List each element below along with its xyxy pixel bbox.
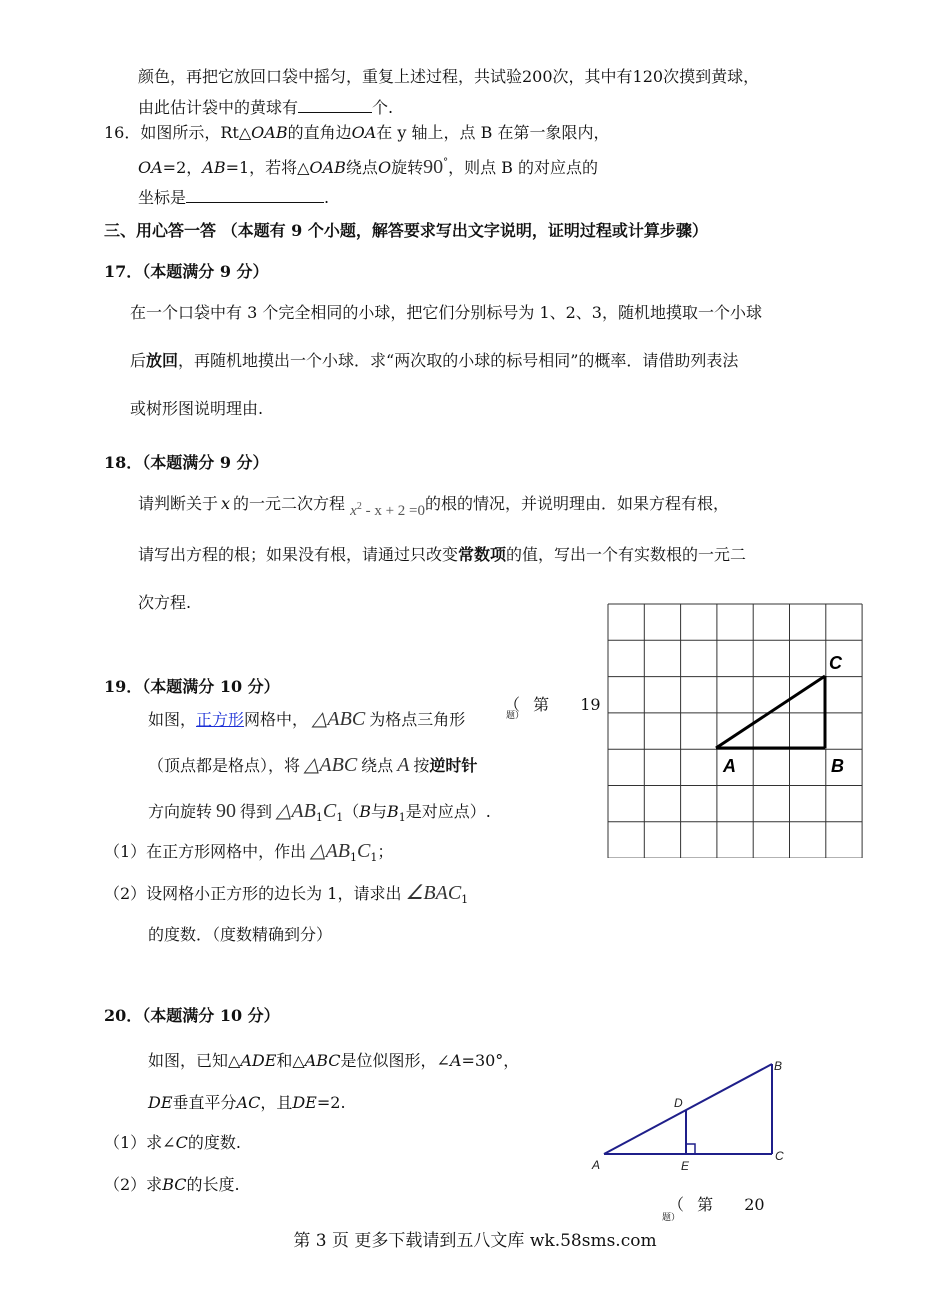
q19-header: 19．（本题满分 10 分） <box>104 677 280 696</box>
q20-cap-ti: 题） <box>662 1213 681 1223</box>
q20-angle-val: =30°， <box>461 1051 520 1070</box>
q15-answer-blank <box>298 96 372 113</box>
q19-text-a: 如图， <box>148 710 197 729</box>
q18-var-x: x <box>221 494 231 513</box>
q20-abc: ABC <box>304 1051 341 1070</box>
q20-part1 <box>104 1132 241 1154</box>
q16-line2 <box>138 152 598 179</box>
q19-text-3m: 是对应点）. <box>405 802 491 821</box>
q16-around: 绕点 <box>345 158 378 177</box>
q18-text-d: 的根的情况，并说明理由．如果方程有根， <box>425 494 730 513</box>
q16-degree: ° <box>443 157 449 168</box>
q18-text-c: 的一元二次方程 <box>233 494 346 513</box>
q20-part2-bc: BC <box>162 1175 187 1194</box>
q20-cap-paren: （ <box>668 1195 685 1214</box>
q19-text-3c: 得到 <box>240 802 273 821</box>
q19-bold-ccw: 逆时针 <box>429 756 478 775</box>
q17-line2 <box>130 350 738 372</box>
label-c: C <box>829 653 842 673</box>
q20-and: 和△ <box>276 1051 305 1070</box>
q19-paren-open: （ <box>343 802 360 821</box>
q18-line3: 次方程. <box>138 593 192 612</box>
q17-bold-replace: 放回 <box>146 351 179 370</box>
q16-text-c: 的直角边 <box>287 123 352 142</box>
q19-sub-1a: 1 <box>315 811 323 824</box>
label-e: E <box>681 1159 690 1173</box>
q19-cap-num: 19 <box>580 695 601 714</box>
q19-point-b: B <box>359 802 371 821</box>
q17-line1: 在一个口袋中有 3 个完全相同的小球，把它们分别标号为 1、2、3，随机地摸取一个小球 <box>130 303 762 322</box>
q19-cap-paren: （ <box>504 695 521 714</box>
q19-part1-sub1: 1 <box>350 851 358 864</box>
q18-line1 <box>138 490 730 519</box>
q20-text-e: 是位似图形，∠ <box>340 1051 450 1070</box>
q18-text-2a: 请写出方程的根；如果没有根，请通过只改变 <box>138 545 459 564</box>
q18-text-2c: 的值，写出一个有实数根的一元二 <box>506 545 747 564</box>
q17-line3: 或树形图说明理由. <box>130 399 264 418</box>
q18-eq-rest: - x + 2 =0 <box>361 503 425 519</box>
q19-triangle-ab1: △AB <box>276 800 316 822</box>
q15-line1: 颜色，再把它放回口袋中摇匀，重复上述过程，共试验200次，其中有120次摸到黄球， <box>138 67 760 86</box>
q16-angle: 90 <box>423 156 444 178</box>
q20-ac: AC <box>236 1093 261 1112</box>
q19-text-3a: 方向旋转 <box>148 802 213 821</box>
label-a: A <box>592 1158 601 1172</box>
q15-line2-text: 由此估计袋中的黄球有 <box>138 98 299 117</box>
q19-part1-text: （1）在正方形网格中，作出 <box>104 842 307 861</box>
q19-part2-text: （2）设网格小正方形的边长为 1，请求出 <box>104 884 402 903</box>
q17-text-c: ，再随机地摸出一个小球．求“两次取的小球的标号相同”的概率．请借助列表法 <box>178 351 739 370</box>
q15-line2-end: 个. <box>372 98 394 117</box>
label-c: C <box>775 1149 784 1163</box>
q20-and2: ，且 <box>260 1093 293 1112</box>
q20-line1 <box>148 1050 519 1072</box>
q20-part1-text: （1）求∠ <box>104 1133 176 1152</box>
q17-text-a: 后 <box>130 351 147 370</box>
q16-oa: OA <box>138 158 163 177</box>
q20-de-val: =2. <box>316 1093 346 1112</box>
q16-period: . <box>324 188 330 207</box>
q16-oa-val: =2， <box>162 158 203 177</box>
q19-part1-c: C <box>357 840 371 862</box>
q20-header: 20．（本题满分 10 分） <box>104 1006 280 1025</box>
q19-text-c: 网格中， <box>244 710 309 729</box>
q16-coord-label: 坐标是 <box>138 188 187 207</box>
q18-bold-constant: 常数项 <box>458 545 507 564</box>
q18-line2 <box>138 544 746 566</box>
q19-sub-1b: 1 <box>336 811 344 824</box>
q17-header: 17．（本题满分 9 分） <box>104 262 269 281</box>
q19-point-b1: B <box>387 802 399 821</box>
q19-line3 <box>148 800 491 829</box>
q20-cap-di: 第 <box>697 1195 714 1214</box>
q20-part2-end: 的长度. <box>186 1175 240 1194</box>
q19-point-a: A <box>397 754 410 776</box>
q19-square-link[interactable]: 正方形 <box>196 710 245 729</box>
q19-part1-tri: △AB <box>310 840 351 862</box>
q20-ade: ADE <box>240 1051 277 1070</box>
q20-text-a: 如图，已知△ <box>148 1051 241 1070</box>
q18-eq-x: x <box>350 503 357 519</box>
q20-part2 <box>104 1174 240 1196</box>
q16-text-end: ，则点 B 的对应点的 <box>448 158 599 177</box>
q20-cap-num: 20 <box>744 1195 765 1214</box>
q19-part1 <box>104 840 393 869</box>
q19-part2-angle: ∠BAC <box>405 882 462 904</box>
q19-cap-ti: 题） <box>506 711 525 721</box>
q16-text-e: 在 y 轴上，点 B 在第一象限内， <box>376 123 610 142</box>
q19-part2-sub: 1 <box>461 893 469 906</box>
q20-angle-a: A <box>449 1051 462 1070</box>
q19-triangle-abc-2: △ABC <box>304 754 358 776</box>
q16-text-d: OA <box>351 123 377 142</box>
q19-triangle-c: C <box>322 800 337 822</box>
q20-de: DE <box>148 1093 173 1112</box>
q19-angle-90: 90 <box>216 800 237 822</box>
q16-oab: OAB <box>309 158 346 177</box>
q18-text-a: 请判断关于 <box>138 494 219 513</box>
q19-sub-1c: 1 <box>398 811 406 824</box>
q20-part1-end: 的度数. <box>187 1133 241 1152</box>
label-d: D <box>674 1096 683 1110</box>
q19-triangle-abc: △ABC <box>312 708 366 730</box>
q20-part2-text: （2）求 <box>104 1175 163 1194</box>
segment-ac <box>716 676 825 748</box>
q20-part1-c: C <box>175 1133 188 1152</box>
q19-line2 <box>148 754 477 777</box>
q16-text-b: OAB <box>251 123 288 142</box>
label-a: A <box>723 756 736 776</box>
q16-answer-blank <box>186 186 324 203</box>
q16-text-a: 如图所示，Rt△ <box>140 123 252 142</box>
q20-caption <box>668 1192 765 1215</box>
q19-text-2a: （顶点都是格点），将 <box>148 756 301 775</box>
section3-title: 三、用心答一答 （本题有 9 个小题，解答要求写出文字说明，证明过程或计算步骤） <box>104 221 708 240</box>
q19-part2 <box>104 882 468 911</box>
label-b: B <box>831 756 844 776</box>
q20-triangle-figure <box>586 1052 796 1177</box>
label-b: B <box>774 1059 783 1073</box>
q19-text-2c: 绕点 <box>361 756 394 775</box>
q19-and: 与 <box>370 802 387 821</box>
q18-eq-pow: 2 <box>356 501 362 512</box>
q19-text-e: 为格点三角形 <box>369 710 466 729</box>
q19-grid-figure <box>607 603 863 858</box>
page-footer: 第 3 页 更多下载请到五八文库 wk.58sms.com <box>293 1231 657 1251</box>
q19-part1-sub2: 1 <box>370 851 378 864</box>
q19-part2-cont: 的度数．（度数精确到分） <box>148 925 333 944</box>
q15-line2 <box>138 96 393 119</box>
q16-line3 <box>138 186 329 209</box>
q16-rotate: 旋转 <box>391 158 424 177</box>
q16-ab-val: =1，若将△ <box>225 158 310 177</box>
q20-line2 <box>148 1092 346 1114</box>
segment-ab <box>604 1064 772 1154</box>
q18-header: 18．（本题满分 9 分） <box>104 453 269 472</box>
right-angle-mark <box>686 1144 695 1154</box>
q20-de2: DE <box>292 1093 317 1112</box>
q20-bisect: 垂直平分 <box>172 1093 237 1112</box>
q19-text-2e: 按 <box>413 756 430 775</box>
q16-number: 16． <box>104 123 141 142</box>
q19-line1 <box>148 708 465 731</box>
q16-point-o: O <box>377 158 392 177</box>
q19-cap-di: 第 <box>533 695 550 714</box>
q16-line1 <box>104 122 609 144</box>
q18-equation <box>350 503 425 519</box>
q19-part1-semicolon: ； <box>377 842 394 861</box>
q16-ab: AB <box>202 158 226 177</box>
